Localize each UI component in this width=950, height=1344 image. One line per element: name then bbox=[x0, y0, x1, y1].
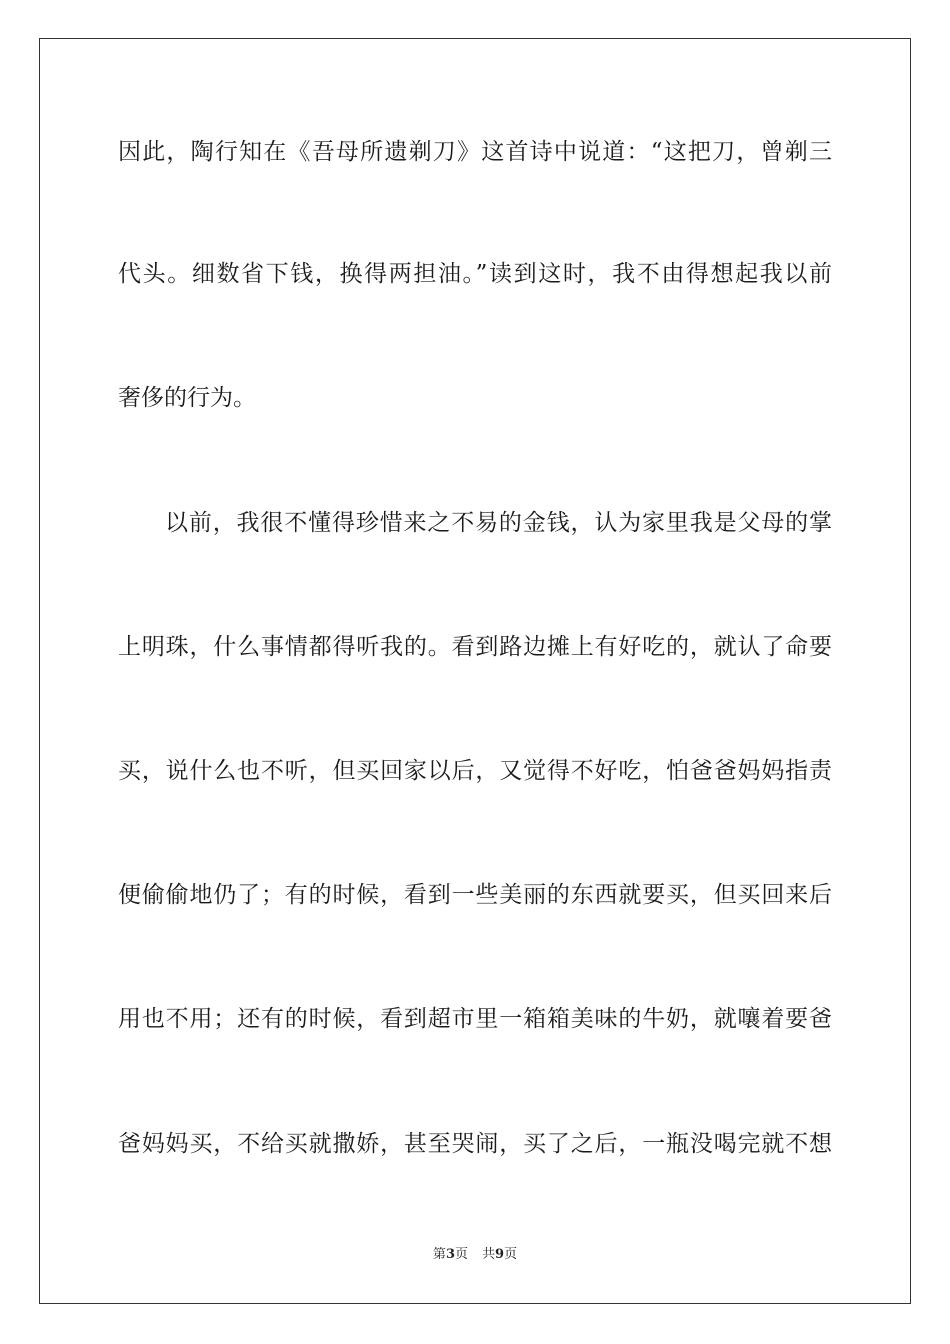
page-footer bbox=[0, 1246, 950, 1264]
body-line-7: 便偷偷地仍了；有的时候，看到一些美丽的东西就要买，但买回来后 bbox=[118, 882, 832, 908]
footer-page-number: 3 bbox=[445, 1247, 455, 1262]
footer-total-pages: 9 bbox=[495, 1247, 505, 1262]
page-frame bbox=[39, 38, 911, 1304]
body-line-6: 买，说什么也不听，但买回家以后，又觉得不好吃，怕爸爸妈妈指责 bbox=[118, 758, 832, 784]
body-line-4: 以前，我很不懂得珍惜来之不易的金钱，认为家里我是父母的掌 bbox=[165, 510, 832, 536]
body-line-8: 用也不用；还有的时候，看到超市里一箱箱美味的牛奶，就嚷着要爸 bbox=[118, 1006, 832, 1032]
body-line-9: 爸妈妈买，不给买就撒娇，甚至哭闹，买了之后，一瓶没喝完就不想 bbox=[118, 1131, 832, 1157]
footer-page-suffix: 页 bbox=[454, 1247, 468, 1262]
footer-total-suffix: 页 bbox=[504, 1247, 518, 1262]
body-line-5: 上明珠，什么事情都得听我的。看到路边摊上有好吃的，就认了命要 bbox=[118, 634, 832, 660]
body-line-2: 代头。细数省下钱，换得两担油。”读到这时，我不由得想起我以前 bbox=[118, 261, 832, 287]
footer-page-prefix: 第 bbox=[432, 1247, 446, 1262]
footer-total-prefix: 共 bbox=[482, 1247, 496, 1262]
body-line-3: 奢侈的行为。 bbox=[118, 385, 256, 411]
body-line-1: 因此，陶行知在《吾母所遗剃刀》这首诗中说道：“这把刀，曾剃三 bbox=[118, 139, 832, 165]
